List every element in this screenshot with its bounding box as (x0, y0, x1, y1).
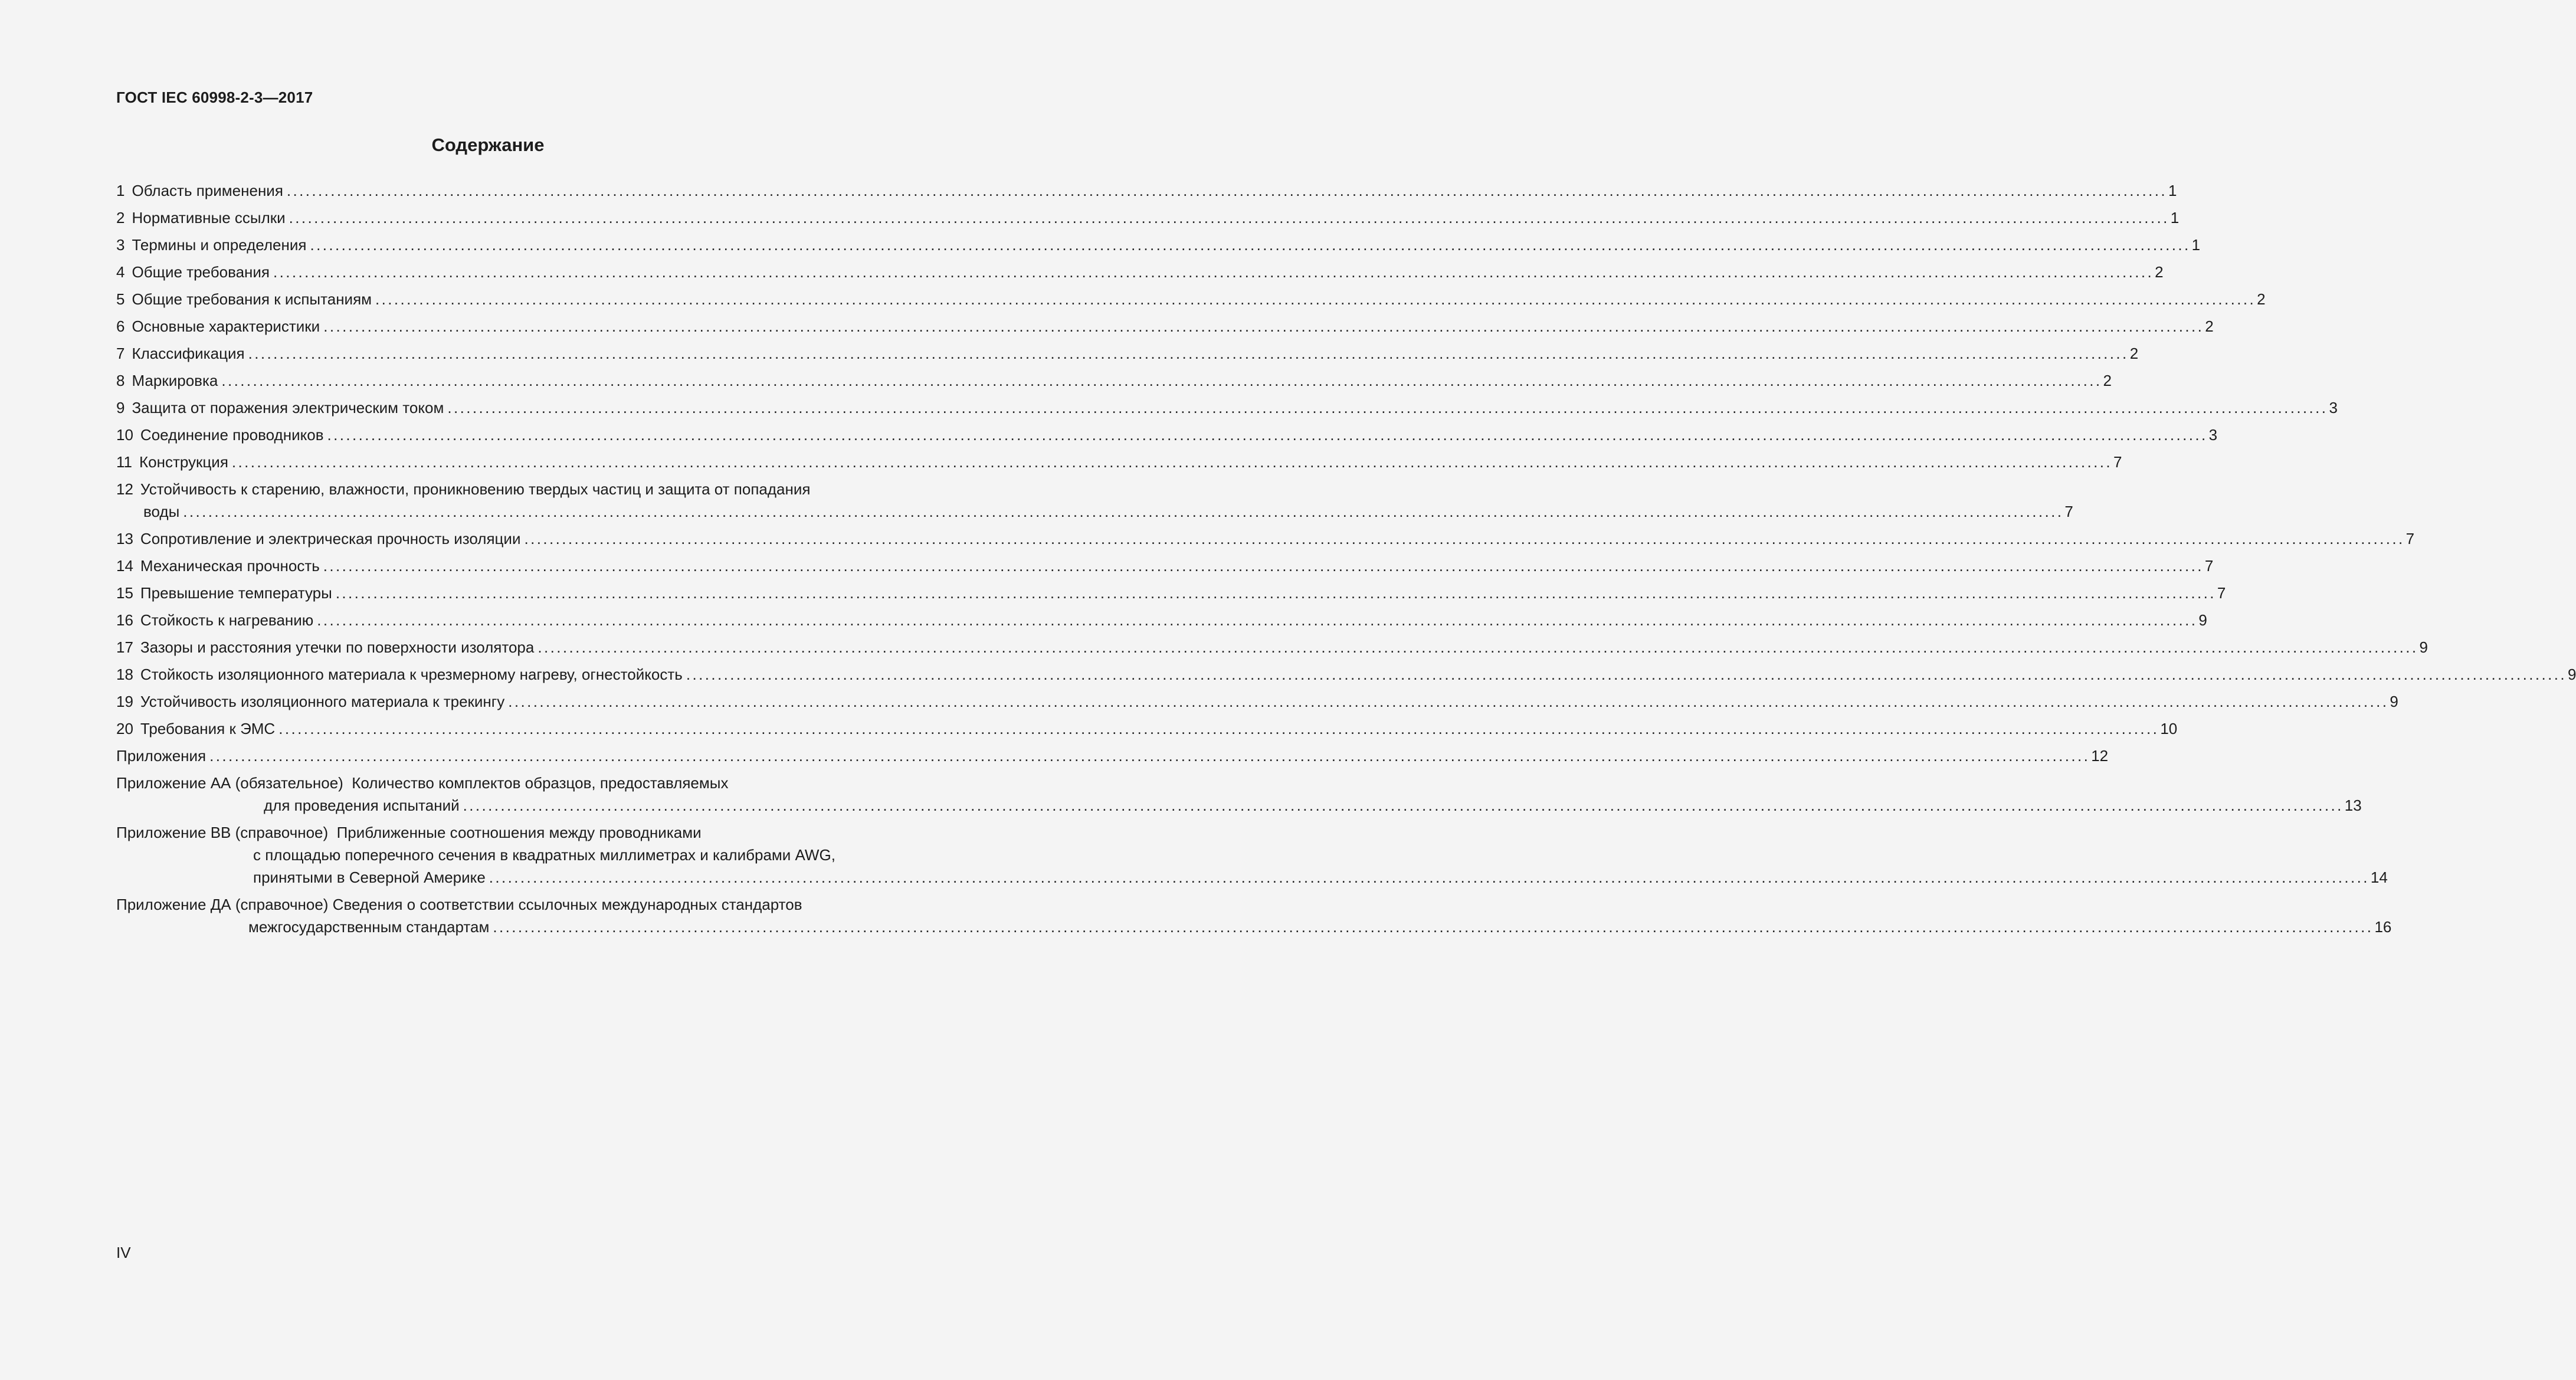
toc-title: Классификация (132, 345, 245, 362)
toc-title: Зазоры и расстояния утечки по поверхности изолятора (140, 638, 535, 656)
toc-title: Механическая прочность (140, 557, 320, 575)
table-of-contents (116, 179, 2576, 938)
toc-annex-da[interactable] (116, 893, 2392, 938)
toc-entry-8[interactable] (116, 369, 2112, 392)
page-number: IV (116, 1244, 131, 1261)
leader-dots: ............................................................................................................................................................................................................................................................................................................ (375, 290, 2256, 308)
toc-page: 2 (2205, 317, 2214, 335)
toc-page: 12 (2091, 747, 2109, 765)
toc-number: 1 (116, 182, 125, 199)
toc-page: 1 (2191, 236, 2201, 254)
leader-dots: ............................................................................................................................................................................................................................................................................................................ (686, 666, 2567, 683)
toc-number: 13 (116, 530, 133, 548)
toc-entry-2[interactable] (116, 206, 2180, 229)
leader-dots: ............................................................................................................................................................................................................................................................................................................ (323, 317, 2204, 335)
toc-title: Соединение проводников (140, 426, 324, 444)
toc-title: Требования к ЭМС (140, 720, 276, 737)
toc-entry-1[interactable] (116, 179, 2177, 202)
leader-dots: ............................................................................................................................................................................................................................................................................................................ (538, 638, 2418, 656)
leader-dots: ............................................................................................................................................................................................................................................................................................................ (310, 236, 2191, 254)
toc-page: 3 (2208, 426, 2218, 444)
toc-page: 1 (2168, 182, 2177, 199)
toc-page: 9 (2419, 638, 2428, 656)
toc-entry-16[interactable] (116, 609, 2207, 631)
leader-dots: ............................................................................................................................................................................................................................................................................................................ (524, 530, 2405, 548)
toc-entry-6[interactable] (116, 315, 2214, 337)
toc-title: Сопротивление и электрическая прочность изоляции (140, 530, 521, 548)
leader-dots: ............................................................................................................................................................................................................................................................................................................ (327, 426, 2208, 444)
toc-page: 2 (2103, 372, 2112, 389)
toc-number: 5 (116, 290, 125, 308)
toc-entry-17[interactable] (116, 636, 2428, 658)
toc-page: 7 (2204, 557, 2214, 575)
leader-dots: ............................................................................................................................................................................................................................................................................................................ (489, 868, 2369, 886)
toc-entry-4[interactable] (116, 261, 2164, 283)
toc-number: 7 (116, 345, 125, 362)
toc-title: Стойкость изоляционного материала к чрезмерному нагреву, огнестойкость (140, 666, 683, 683)
toc-page: 16 (2374, 918, 2392, 936)
toc-title: Область применения (132, 182, 283, 199)
toc-title: Термины и определения (132, 236, 307, 254)
toc-number: 17 (116, 638, 133, 656)
toc-title: Общие требования к испытаниям (132, 290, 372, 308)
leader-dots: ............................................................................................................................................................................................................................................................................................................ (335, 584, 2216, 602)
toc-title-line1: Устойчивость к старению, влажности, проникновению твердых частиц и защита от попадания (140, 480, 811, 498)
leader-dots: ............................................................................................................................................................................................................................................................................................................ (278, 720, 2159, 737)
leader-dots: ............................................................................................................................................................................................................................................................................................................ (493, 918, 2374, 936)
leader-dots: ............................................................................................................................................................................................................................................................................................................ (221, 372, 2102, 389)
toc-number: 10 (116, 426, 133, 444)
toc-entry-13[interactable] (116, 527, 2415, 550)
annex-title-line1: Приложение АА (обязательное) Количество комплектов образцов, предоставляемых (116, 774, 729, 792)
toc-number: 15 (116, 584, 133, 602)
leader-dots: ............................................................................................................................................................................................................................................................................................................ (447, 399, 2328, 417)
toc-page: 7 (2064, 503, 2073, 520)
toc-number: 18 (116, 666, 133, 683)
toc-number: 8 (116, 372, 125, 389)
leader-dots: ............................................................................................................................................................................................................................................................................................................ (286, 182, 2167, 199)
toc-title: Общие требования (132, 263, 270, 281)
toc-number: 2 (116, 209, 125, 227)
toc-entry-11[interactable] (116, 451, 2122, 473)
toc-title: Стойкость к нагреванию (140, 611, 314, 629)
toc-number: 11 (116, 453, 132, 471)
toc-annex-bb[interactable] (116, 821, 2388, 889)
annex-title-line2: для проведения испытаний (264, 796, 460, 814)
toc-number: 12 (116, 480, 133, 498)
toc-page: 3 (2329, 399, 2338, 417)
toc-entry-3[interactable] (116, 234, 2201, 256)
toc-page: 9 (2390, 693, 2398, 710)
leader-dots: ............................................................................................................................................................................................................................................................................................................ (209, 747, 2090, 765)
toc-entry-19[interactable] (116, 690, 2398, 713)
page-title: Содержание (431, 135, 545, 155)
toc-entry-10[interactable] (116, 424, 2218, 446)
toc-number: 19 (116, 693, 133, 710)
toc-page: 1 (2170, 209, 2180, 227)
toc-entry-9[interactable] (116, 396, 2338, 419)
toc-number: 20 (116, 720, 133, 737)
toc-number: 6 (116, 317, 125, 335)
leader-dots: ............................................................................................................................................................................................................................................................................................................ (248, 345, 2129, 362)
toc-page: 13 (2344, 796, 2362, 814)
toc-page: 7 (2217, 584, 2226, 602)
toc-page: 9 (2198, 611, 2207, 629)
toc-page: 10 (2160, 720, 2178, 737)
toc-number: 14 (116, 557, 133, 575)
toc-title: Основные характеристики (132, 317, 320, 335)
leader-dots: ............................................................................................................................................................................................................................................................................................................ (183, 503, 2064, 520)
toc-number: 16 (116, 611, 133, 629)
toc-title-line2: воды (143, 503, 180, 520)
toc-entry-5[interactable] (116, 288, 2266, 310)
toc-page: 7 (2405, 530, 2415, 548)
toc-page: 2 (2129, 345, 2139, 362)
annex-title-line2: межгосударственным стандартам (248, 918, 490, 936)
leader-dots: ............................................................................................................................................................................................................................................................................................................ (317, 611, 2198, 629)
toc-entry-12[interactable] (116, 478, 2073, 523)
toc-title: Маркировка (132, 372, 218, 389)
document-code: ГОСТ IEC 60998-2-3—2017 (116, 88, 313, 106)
leader-dots: ............................................................................................................................................................................................................................................................................................................ (463, 796, 2344, 814)
leader-dots: ............................................................................................................................................................................................................................................................................................................ (508, 693, 2389, 710)
toc-page: 7 (2113, 453, 2122, 471)
toc-title: Конструкция (139, 453, 228, 471)
annex-title-line2: с площадью поперечного сечения в квадратных миллиметрах и калибрами AWG, (253, 846, 835, 864)
leader-dots: ............................................................................................................................................................................................................................................................................................................ (273, 263, 2154, 281)
annex-title-line1: Приложение ВВ (справочное) Приближенные соотношения между проводниками (116, 824, 702, 841)
toc-title: Защита от поражения электрическим током (132, 399, 444, 417)
toc-entry-18[interactable] (116, 663, 2576, 686)
toc-number: 3 (116, 236, 125, 254)
toc-title: Превышение температуры (140, 584, 332, 602)
leader-dots: ............................................................................................................................................................................................................................................................................................................ (323, 557, 2204, 575)
toc-number: 4 (116, 263, 125, 281)
toc-entry-7[interactable] (116, 342, 2139, 365)
leader-dots: ............................................................................................................................................................................................................................................................................................................ (289, 209, 2169, 227)
toc-number: 9 (116, 399, 125, 417)
toc-page: 9 (2567, 666, 2576, 683)
toc-entry-20[interactable] (116, 717, 2178, 740)
annex-title-line1: Приложение ДА (справочное) Сведения о соответствии ссылочных международных стандартов (116, 896, 802, 913)
leader-dots: ............................................................................................................................................................................................................................................................................................................ (231, 453, 2113, 471)
toc-title: Нормативные ссылки (132, 209, 286, 227)
toc-annex-aa[interactable] (116, 772, 2362, 817)
toc-entry-15[interactable] (116, 582, 2226, 604)
toc-title: Устойчивость изоляционного материала к трекингу (140, 693, 505, 710)
toc-page: 2 (2155, 263, 2164, 281)
toc-page: 2 (2257, 290, 2266, 308)
toc-entry-annexes[interactable] (116, 745, 2109, 767)
toc-entry-14[interactable] (116, 555, 2214, 577)
toc-page: 14 (2370, 868, 2388, 886)
annex-title-line3: принятыми в Северной Америке (253, 868, 486, 886)
toc-title: Приложения (116, 747, 207, 765)
